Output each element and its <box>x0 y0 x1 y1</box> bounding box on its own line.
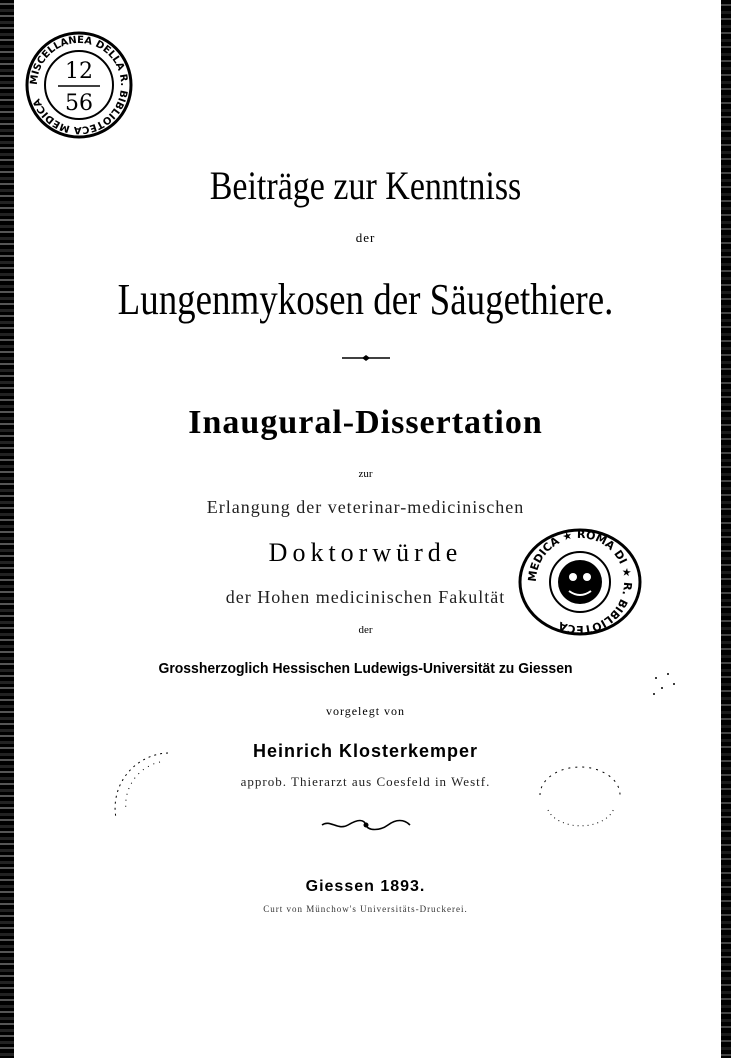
medica-stamp-ring-text: MEDICA ★ ROMA DI ★ R. BIBLIOTECA <box>525 527 635 637</box>
faint-stamp-left-icon <box>108 748 178 838</box>
title-line-2: Lungenmykosen der Säugethiere. <box>117 275 614 324</box>
erlangung-line: Erlangung der veterinar-medicinischen <box>206 497 525 517</box>
presented-by-line: vorgelegt von <box>325 704 406 718</box>
doktor-line: Doktorwürde <box>268 538 463 567</box>
author-name: Heinrich Klosterkemper <box>252 741 479 761</box>
library-stamp-number-top: 12 <box>65 59 93 84</box>
dissertation-heading: Inaugural-Dissertation <box>188 404 543 441</box>
zur-text: zur <box>358 468 373 480</box>
library-stamp-number-bottom: 56 <box>65 91 93 116</box>
faculty-line: der Hohen medicinischen Fakultät <box>225 587 506 607</box>
title-line-1: Beiträge zur Kenntniss <box>209 163 522 208</box>
scan-edge-left <box>0 0 14 1058</box>
library-stamp-ring-text: MISCELLANEA DELLA R. BIBLIOTECA MEDICA <box>28 34 130 136</box>
medica-stamp-icon <box>517 527 643 637</box>
der-text: der <box>358 624 373 636</box>
author-title: approb. Thierarzt aus Coesfeld in Westf. <box>240 774 491 789</box>
faint-stamp-right-icon <box>530 760 630 830</box>
printer-line: Curt von Münchow's Universitäts-Druckerei. <box>263 904 468 914</box>
medica-emblem-icon <box>558 560 602 604</box>
place-year: Giessen 1893. <box>305 878 426 895</box>
ornament-rule-bottom <box>320 818 412 832</box>
scan-edge-right <box>721 0 731 1058</box>
speckle-marks-icon <box>650 670 680 700</box>
university-line: Grossherzoglich Hessischen Ludewigs-Universität zu Giessen <box>158 660 573 677</box>
library-stamp-icon <box>24 30 134 140</box>
ornament-rule-top <box>342 355 390 361</box>
title-connector: der <box>355 230 376 245</box>
